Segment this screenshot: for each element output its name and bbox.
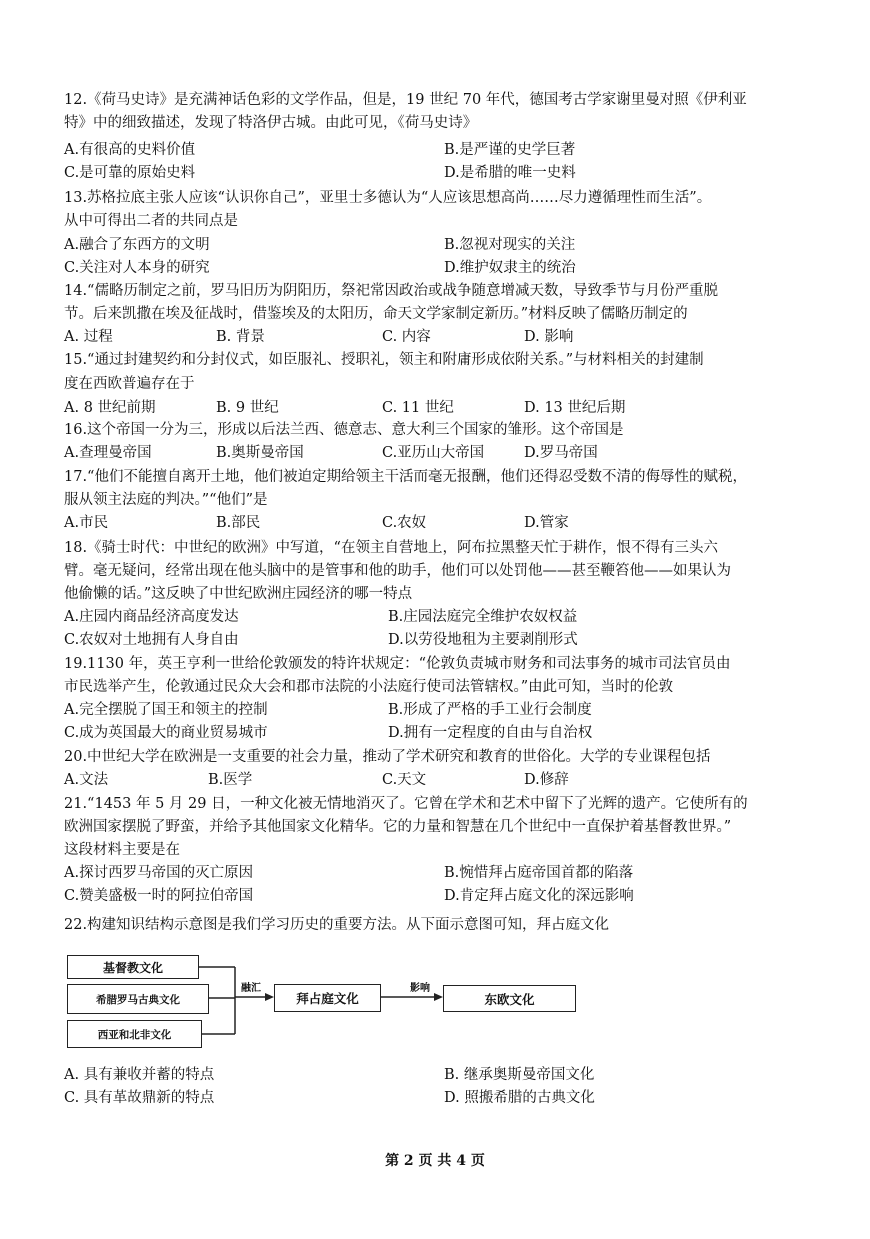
q13-stem-line1: 13.苏格拉底主张人应该“认识你自己”，亚里士多德认为“人应该思想高尚……尽力遵循理性而生活”。: [64, 190, 712, 206]
diagram-box-west-asia-north-africa-culture: 西亚和北非文化: [67, 1020, 202, 1048]
q17-stem-line1: 17.“他们不能擅自离开土地，他们被迫定期给领主干活而毫无报酬，他们还得忍受数不清的侮辱性的赋税，: [64, 469, 747, 485]
q15-option-b: B. 9 世纪: [216, 400, 279, 416]
q22-option-c: C. 具有革故鼎新的特点: [64, 1090, 215, 1106]
q14-option-d: D. 影响: [524, 329, 574, 345]
q18-stem-line2: 臂。毫无疑问，经常出现在他头脑中的是管事和他的助手，他们可以处罚他——甚至鞭笞他——如果认为: [64, 563, 731, 579]
q15-stem-line2: 度在西欧普遍存在于: [64, 376, 195, 392]
q19-stem-line1: 19.1130 年，英王亨利一世给伦敦颁发的特许状规定：“伦敦负责城市财务和司法事务的城市司法官员由: [64, 656, 731, 672]
q19-option-b: B.形成了严格的手工业行会制度: [388, 702, 592, 718]
q20-option-d: D.修辞: [524, 772, 569, 788]
q12-option-b: B.是严谨的史学巨著: [444, 142, 576, 158]
q14-option-a: A. 过程: [64, 329, 113, 345]
q18-stem-line1: 18.《骑士时代：中世纪的欧洲》中写道，“在领主自营地上，阿布拉黑整天忙于耕作，恨不得有三头六: [64, 540, 718, 556]
q18-option-b: B.庄园法庭完全维护农奴权益: [388, 609, 578, 625]
q19-option-a: A.完全摆脱了国王和领主的控制: [64, 702, 268, 718]
q21-option-d: D.肯定拜占庭文化的深远影响: [444, 888, 634, 904]
q15-option-a: A. 8 世纪前期: [64, 400, 156, 416]
q14-option-b: B. 背景: [216, 329, 265, 345]
q16-option-c: C.亚历山大帝国: [382, 445, 485, 461]
q14-stem-line1: 14.“儒略历制定之前，罗马旧历为阴阳历，祭祀常因政治或战争随意增减天数，导致季节与月份严重脱: [64, 283, 718, 299]
q12-stem-line1: 12.《荷马史诗》是充满神话色彩的文学作品，但是，19 世纪 70 年代，德国考古学家谢里曼对照《伊利亚: [64, 92, 747, 108]
q22-stem-line1: 22.构建知识结构示意图是我们学习历史的重要方法。从下面示意图可知，拜占庭文化: [64, 917, 610, 933]
q18-option-c: C.农奴对土地拥有人身自由: [64, 632, 239, 648]
q22-option-b: B. 继承奥斯曼帝国文化: [444, 1067, 595, 1083]
q16-stem-line1: 16.这个帝国一分为三，形成以后法兰西、德意志、意大利三个国家的雏形。这个帝国是: [64, 422, 624, 438]
q17-option-a: A.市民: [64, 515, 109, 531]
q22-option-d: D. 照搬希腊的古典文化: [444, 1090, 595, 1106]
page-number-footer: 第 2 页 共 4 页: [385, 1153, 485, 1169]
diagram-arrow-label-influence: 影响: [410, 983, 430, 994]
q15-stem-line1: 15.“通过封建契约和分封仪式，如臣服礼、授职礼，领主和附庸形成依附关系。”与材料相关的封建制: [64, 352, 704, 368]
q17-stem-line2: 服从领主法庭的判决。”“他们”是: [64, 492, 268, 508]
q20-option-a: A.文法: [64, 772, 109, 788]
q21-stem-line2: 欧洲国家摆脱了野蛮，并给予其他国家文化精华。它的力量和智慧在几个世纪中一直保护着基督教世界。”: [64, 819, 732, 835]
q21-option-a: A.探讨西罗马帝国的灭亡原因: [64, 865, 254, 881]
q12-option-d: D.是希腊的唯一史料: [444, 165, 576, 181]
q21-stem-line3: 这段材料主要是在: [64, 842, 180, 858]
q21-stem-line1: 21.“1453 年 5 月 29 日，一种文化被无情地消灭了。它曾在学术和艺术中留下了光辉的遗产。它使所有的: [64, 796, 748, 812]
q19-option-d: D.拥有一定程度的自由与自治权: [388, 725, 593, 741]
q13-stem-line2: 从中可得出二者的共同点是: [64, 213, 238, 229]
q19-stem-line2: 市民选举产生，伦敦通过民众大会和郡市法院的小法庭行使司法管辖权。”由此可知，当时的伦敦: [64, 679, 674, 695]
q12-option-a: A.有很高的史料价值: [64, 142, 196, 158]
q18-stem-line3: 他偷懒的话。”这反映了中世纪欧洲庄园经济的哪一特点: [64, 586, 413, 602]
q12-option-c: C.是可靠的原始史料: [64, 165, 196, 181]
q16-option-d: D.罗马帝国: [524, 445, 598, 461]
q13-option-a: A.融合了东西方的文明: [64, 237, 210, 253]
q13-option-b: B.忽视对现实的关注: [444, 237, 576, 253]
diagram-arrow-label-merge: 融汇: [241, 983, 261, 994]
q17-option-b: B.部民: [216, 515, 261, 531]
q20-option-c: C.天文: [382, 772, 427, 788]
q19-option-c: C.成为英国最大的商业贸易城市: [64, 725, 268, 741]
q18-option-a: A.庄园内商品经济高度发达: [64, 609, 239, 625]
q17-option-d: D.管家: [524, 515, 569, 531]
q14-option-c: C. 内容: [382, 329, 431, 345]
diagram-box-eastern-european-culture: 东欧文化: [443, 985, 576, 1012]
q13-option-d: D.维护奴隶主的统治: [444, 260, 576, 276]
q15-option-c: C. 11 世纪: [382, 400, 454, 416]
q21-option-c: C.赞美盛极一时的阿拉伯帝国: [64, 888, 254, 904]
diagram-box-byzantine-culture: 拜占庭文化: [274, 984, 381, 1012]
q13-option-c: C.关注对人本身的研究: [64, 260, 210, 276]
q20-stem-line1: 20.中世纪大学在欧洲是一支重要的社会力量，推动了学术研究和教育的世俗化。大学的专业课程包括: [64, 749, 711, 765]
q15-option-d: D. 13 世纪后期: [524, 400, 626, 416]
q22-option-a: A. 具有兼收并蓄的特点: [64, 1067, 215, 1083]
q21-option-b: B.惋惜拜占庭帝国首都的陷落: [444, 865, 634, 881]
q16-option-a: A.查理曼帝国: [64, 445, 152, 461]
q18-option-d: D.以劳役地租为主要剥削形式: [388, 632, 578, 648]
diagram-box-greco-roman-culture: 希腊罗马古典文化: [67, 984, 209, 1014]
q20-option-b: B.医学: [208, 772, 253, 788]
q17-option-c: C.农奴: [382, 515, 427, 531]
q12-stem-line2: 特》中的细致描述，发现了特洛伊古城。由此可见，《荷马史诗》: [64, 115, 478, 131]
q16-option-b: B.奥斯曼帝国: [216, 445, 304, 461]
diagram-box-christian-culture: 基督教文化: [67, 955, 199, 979]
q14-stem-line2: 节。后来凯撒在埃及征战时，借鉴埃及的太阳历，命天文学家制定新历。”材料反映了儒略历制定的: [64, 306, 688, 322]
